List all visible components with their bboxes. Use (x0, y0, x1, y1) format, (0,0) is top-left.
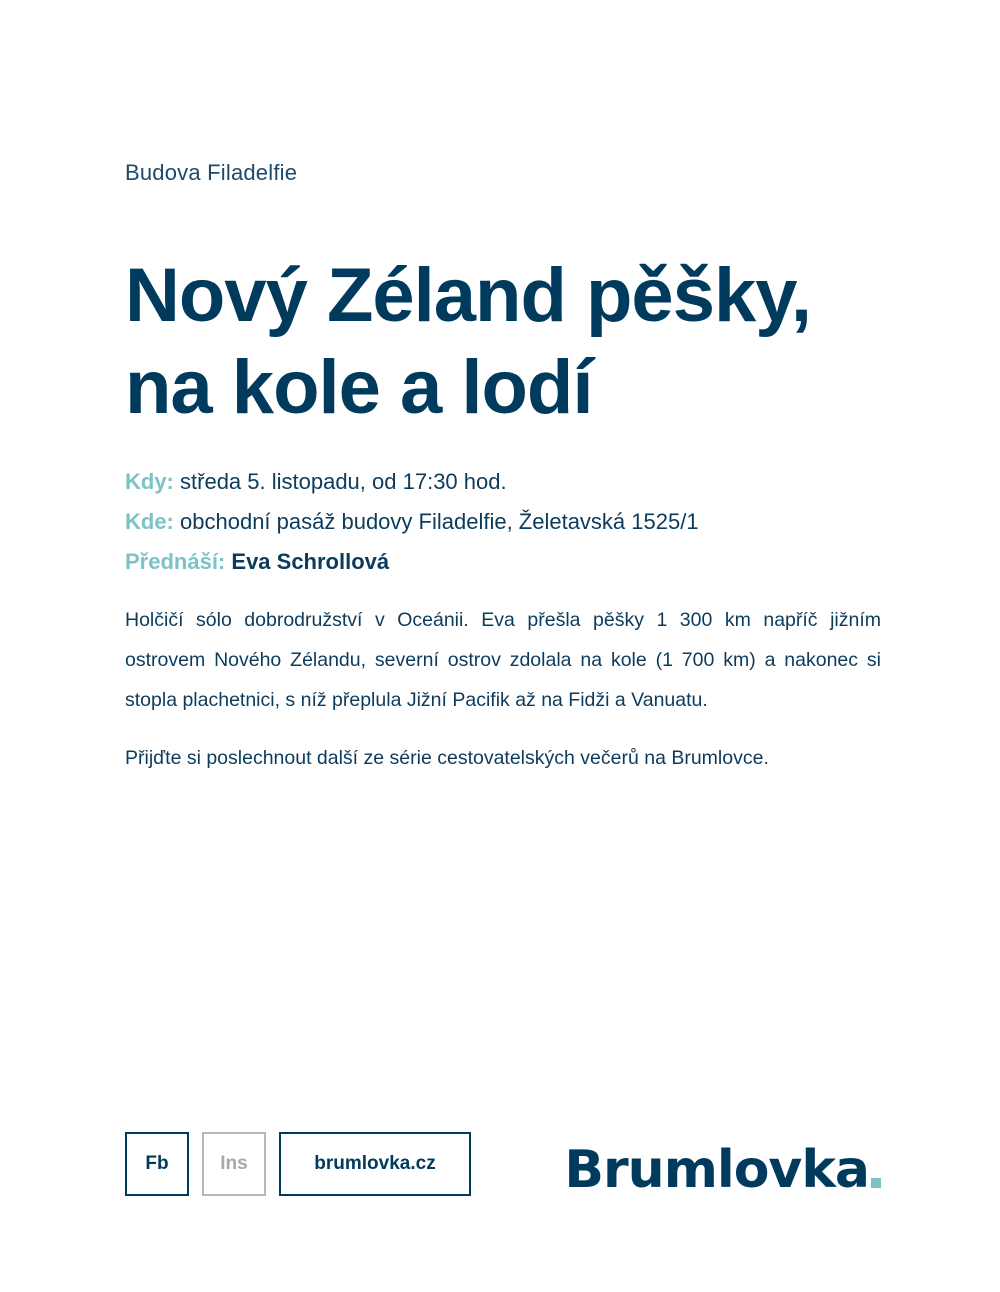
where-row (125, 502, 699, 542)
event-title-line-1: Nový Zéland pěšky, (125, 253, 811, 338)
where-label: Kde: (125, 509, 174, 534)
where-value: obchodní pasáž budovy Filadelfie, Želetavská 1525/1 (180, 509, 699, 534)
when-label: Kdy: (125, 469, 174, 494)
speaker-label: Přednáší: (125, 549, 226, 574)
event-title-line-2: na kole a lodí (125, 345, 593, 430)
invite-text: Přijďte si poslechnout další ze série cestovatelských večerů na Brumlovce. (125, 747, 769, 769)
venue-name: Budova Filadelfie (125, 160, 298, 185)
poster (125, 0, 881, 1292)
event-title (125, 250, 885, 434)
website-link[interactable]: brumlovka.cz (279, 1132, 471, 1196)
when-row (125, 462, 699, 502)
brumlovka-logo (564, 1134, 881, 1198)
logo-text: Brumlovka (564, 1140, 869, 1200)
when-value: středa 5. listopadu, od 17:30 hod. (180, 469, 507, 494)
facebook-link[interactable]: Fb (125, 1132, 189, 1196)
event-details (125, 462, 699, 582)
instagram-link[interactable]: Ins (202, 1132, 266, 1196)
footer-links (125, 1132, 471, 1196)
logo-dot-icon (871, 1178, 881, 1188)
speaker-row (125, 542, 699, 582)
event-description: Holčičí sólo dobrodružství v Oceánii. Eva přešla pěšky 1 300 km napříč jižním ostrovem Nového Zélandu, severní ostrov zdolala na kole (1 700 km) a nakonec si stopla plachetnici, s níž přeplula Jižní Pacifik až na Fidži a Vanuatu. (125, 609, 881, 711)
speaker-value: Eva Schrollová (231, 549, 390, 574)
